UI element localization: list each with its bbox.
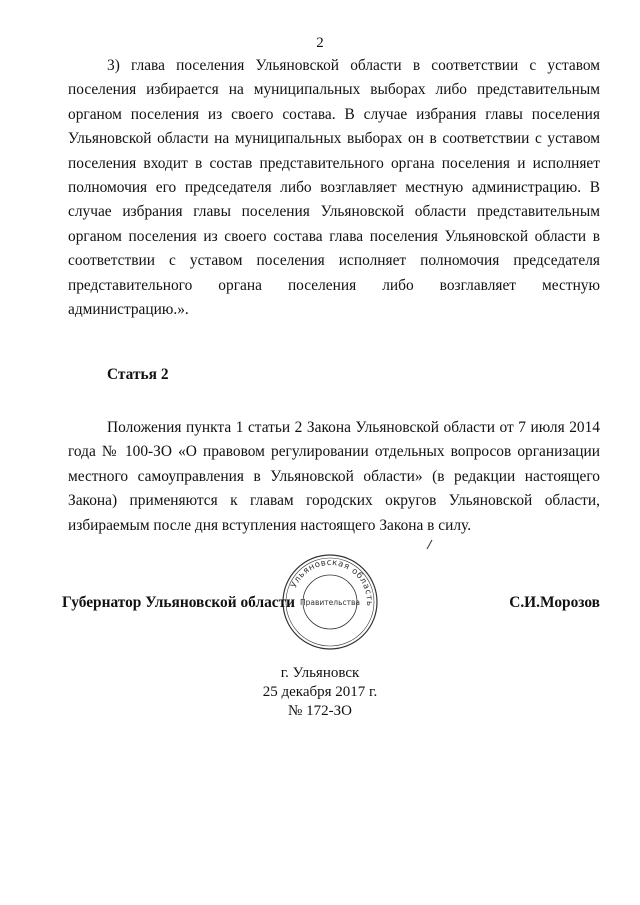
city: г. Ульяновск [280,665,360,681]
stamp-outer-text: Ульяновская область [289,557,375,607]
law-number: № 172-ЗО [288,703,352,719]
signatory-title: Губернатор Ульяновской области [62,594,296,611]
stamp-inner-text: Правительства [300,598,360,607]
paragraph-2: Положения пункта 1 статьи 2 Закона Ульяновской области от 7 июля 2014 года № 100-ЗО «О правовом регулировании отдельных вопросов организации местного самоуправления в Ульяновской области» (в редакции настоящего Закона) применяются к главам городских округов Ульяновской области, избираемым после дня вступления настоящего Закона в силу. [68,419,600,534]
page-number: 2 [316,35,324,51]
date: 25 декабря 2017 г. [262,684,378,700]
signatory-name: С.И.Морозов [509,594,600,611]
paragraph-1: 3) глава поселения Ульяновской области в соответствии с уставом поселения избирается на муниципальных выборах либо представительным органом поселения из своего состава. В случае избрания главы поселения Ульяновской области на муниципальных выборах он в соответствии с уставом поселения входит в состав представительного органа поселения и исполняет полномочия его председателя либо возглавляет местную администрацию. В случае избрания главы поселения Ульяновской области представительным органом поселения из своего состава глава поселения Ульяновской области в соответствии с уставом поселения исполняет полномочия председателя представительного органа поселения либо возглавляет местную администрацию.». [68,57,600,319]
city-date-block [0,664,640,721]
article-heading: Статья 2 [107,366,169,383]
scribble-mark [425,537,435,549]
